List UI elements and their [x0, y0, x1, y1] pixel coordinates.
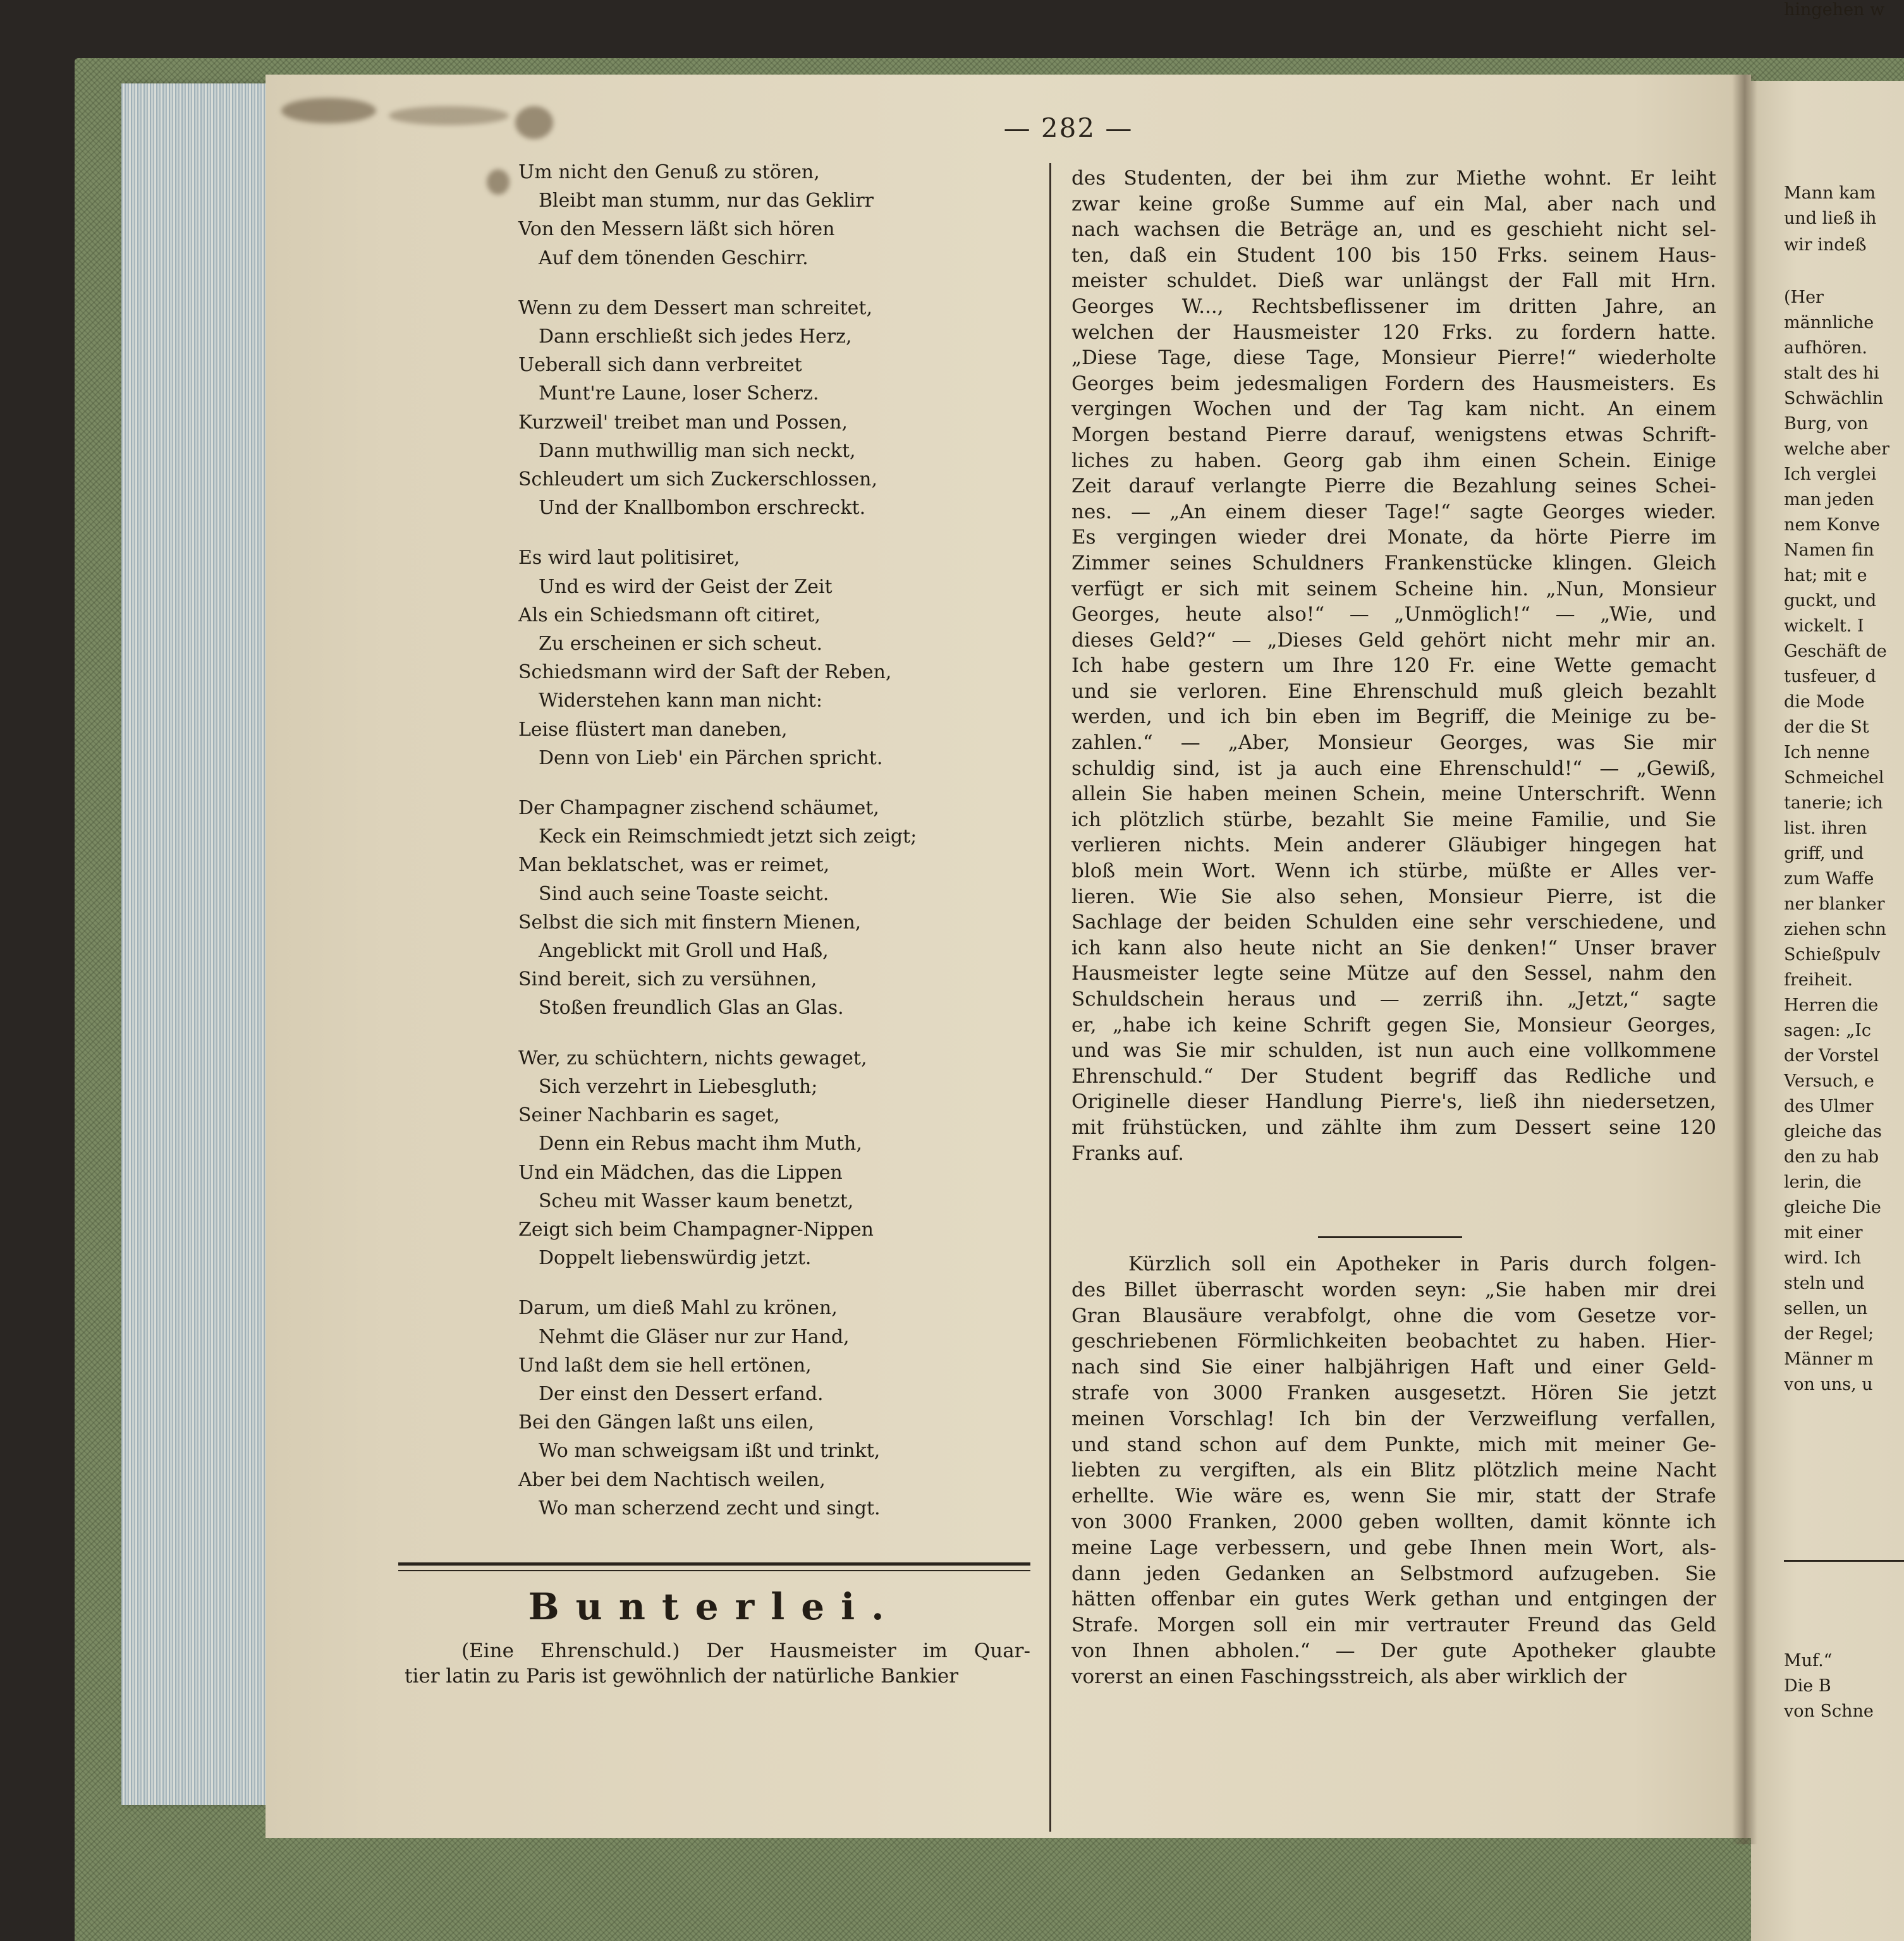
right-page-line: der Vorstel: [1784, 1046, 1879, 1066]
right-page-line: der die St: [1784, 717, 1869, 737]
right-page-line: freiheit.: [1784, 970, 1853, 990]
right-page-line: welche aber: [1784, 439, 1890, 459]
right-page-line: gleiche das: [1784, 1122, 1882, 1141]
right-page-line: ziehen schn: [1784, 920, 1886, 939]
text-line: erhellte. Wie wäre es, wenn Sie mir, statt der Strafe: [1071, 1485, 1716, 1508]
page-edges: [121, 83, 265, 1805]
text-line: und stand schon auf dem Punkte, mich mit meiner Ge-: [1071, 1433, 1716, 1456]
right-page-line: list. ihren: [1784, 818, 1867, 838]
poem-verse: Darum, um dieß Mahl zu krönen,: [518, 1297, 838, 1320]
text-line: Es vergingen wieder drei Monate, da hörte Pierre im: [1071, 526, 1716, 549]
right-page-line: Die B: [1784, 1676, 1831, 1696]
right-page-line: gleiche Die: [1784, 1198, 1881, 1217]
text-line: Morgen bestand Pierre darauf, wenigstens etwas Schrift-: [1071, 423, 1716, 446]
poem-verse: Stoßen freundlich Glas an Glas.: [539, 997, 844, 1019]
text-line: nes. — „An einem dieser Tage!“ sagte Georges wieder.: [1071, 500, 1716, 523]
text-line: verfügt er sich mit seinem Scheine hin. „Nun, Monsieur: [1071, 577, 1716, 600]
poem-verse: Es wird laut politisiret,: [518, 547, 740, 569]
text-line: (Eine Ehrenschuld.) Der Hausmeister im Quar-: [461, 1640, 1030, 1662]
text-line: Georges, heute also!“ — „Unmöglich!“ — „Wie, und: [1071, 603, 1716, 626]
poem-stanza: [518, 158, 1037, 272]
text-line: schuldig sind, ist ja auch eine Ehrenschuld!“ — „Gewiß,: [1071, 757, 1716, 780]
ink-stain: [281, 98, 376, 123]
text-line: und was Sie mir schulden, ist nun auch eine vollkommene: [1071, 1039, 1716, 1062]
text-line: liebten zu vergiften, als ein Blitz plötzlich meine Nacht: [1071, 1459, 1716, 1482]
text-line: er, „habe ich keine Schrift gegen Sie, Monsieur Georges,: [1071, 1013, 1716, 1037]
text-line: Schuldschein heraus und — zerriß ihn. „Jetzt,“ sagte: [1071, 988, 1716, 1011]
text-line: strafe von 3000 Franken ausgesetzt. Hören Sie jetzt: [1071, 1381, 1716, 1404]
page-number: — 282 —: [1003, 113, 1133, 143]
right-page-line: wird. Ich: [1784, 1248, 1862, 1268]
text-line: hätten offenbar ein gutes Werk gethan und entgingen der: [1071, 1588, 1716, 1611]
column-divider: [1049, 163, 1051, 1832]
poem-verse: Doppelt liebenswürdig jetzt.: [539, 1247, 812, 1270]
poem-verse: Schiedsmann wird der Saft der Reben,: [518, 661, 892, 684]
text-line: nach sind Sie einer halbjährigen Haft und einer Geld-: [1071, 1356, 1716, 1379]
right-page-line: guckt, und: [1784, 591, 1877, 611]
right-page-line: stalt des hi: [1784, 363, 1879, 383]
text-line: Ehrenschuld.“ Der Student begriff das Redliche und: [1071, 1064, 1716, 1088]
poem-verse: Der einst den Dessert erfand.: [539, 1382, 824, 1405]
poem: [518, 158, 1037, 1544]
poem-stanza: [518, 1044, 1037, 1273]
article-separator: [1318, 1236, 1462, 1238]
right-page-line: man jeden: [1784, 490, 1874, 509]
poem-verse: Aber bei dem Nachtisch weilen,: [518, 1468, 826, 1491]
text-line: zwar keine große Summe auf ein Mal, aber nach und: [1071, 192, 1716, 216]
text-line: meinen Vorschlag! Ich bin der Verzweiflung verfallen,: [1071, 1407, 1716, 1430]
text-line: Strafe. Morgen soll ein mir vertrauter Freund das Geld: [1071, 1614, 1716, 1637]
right-page-line: Geschäft de: [1784, 642, 1887, 661]
poem-stanza: [518, 1294, 1037, 1523]
right-page-line: Burg, von: [1784, 414, 1869, 434]
right-page-line: (Her: [1784, 288, 1824, 307]
text-line: liches zu haben. Georg gab ihm einen Schein. Einige: [1071, 449, 1716, 472]
right-page-line: wickelt. I: [1784, 616, 1864, 636]
right-page-line: aufhören.: [1784, 338, 1867, 358]
poem-verse: Ueberall sich dann verbreitet: [518, 354, 802, 377]
story-ehrenschuld-start: [405, 1638, 1030, 1689]
poem-verse: Wo man scherzend zecht und singt.: [539, 1497, 881, 1519]
right-page-line: Schmeichel: [1784, 768, 1884, 788]
poem-verse: Keck ein Reimschmiedt jetzt sich zeigt;: [539, 825, 917, 848]
right-page-line: des Ulmer: [1784, 1097, 1874, 1116]
right-page-line: steln und: [1784, 1274, 1865, 1293]
text-line: tier latin zu Paris ist gewöhnlich der natürliche Bankier: [405, 1665, 959, 1688]
right-page-line: den zu hab: [1784, 1147, 1879, 1167]
right-page-line: wir indeß: [1784, 235, 1867, 255]
ink-stain: [515, 106, 553, 139]
right-page-line: von Schne: [1784, 1701, 1874, 1721]
poem-verse: Widerstehen kann man nicht:: [539, 690, 822, 712]
text-line: Originelle dieser Handlung Pierre's, ließ ihn niedersetzen,: [1071, 1090, 1716, 1114]
text-line: meister schuldet. Dieß war unlängst der Fall mit Hrn.: [1071, 269, 1716, 293]
right-page-line: hat; mit e: [1784, 566, 1867, 585]
right-page-line: der Regel;: [1784, 1324, 1874, 1344]
text-line: und sie verloren. Eine Ehrenschuld muß gleich bezahlt: [1071, 679, 1716, 703]
poem-verse: Sich verzehrt in Liebesgluth;: [539, 1075, 818, 1098]
text-line: „Diese Tage, diese Tage, Monsieur Pierre!“ wiederholte: [1071, 346, 1716, 370]
text-line: dann jeden Gedanken an Selbstmord aufzugeben. Sie: [1071, 1562, 1716, 1585]
text-line: Sachlage der beiden Schulden eine sehr verschiedene, und: [1071, 911, 1716, 934]
text-line: Georges beim jedesmaligen Fordern des Hausmeisters. Es: [1071, 372, 1716, 395]
poem-verse: Auf dem tönenden Geschirr.: [539, 246, 809, 269]
poem-verse: Denn von Lieb' ein Pärchen spricht.: [539, 746, 883, 769]
poem-verse: Zu erscheinen er sich scheut.: [539, 633, 823, 655]
right-page-line: Mann kam: [1784, 183, 1876, 203]
right-page-line: von uns, u: [1784, 1375, 1873, 1394]
text-line: von 3000 Franken, 2000 geben wollten, damit könnte ich: [1071, 1510, 1716, 1533]
right-page-line: tusfeuer, d: [1784, 667, 1876, 686]
story-ehrenschuld-continued: [1071, 166, 1716, 1166]
text-line: Zeit darauf verlangte Pierre die Bezahlung seines Schei-: [1071, 475, 1716, 498]
text-line: allein Sie haben meinen Schein, meine Unterschrift. Wenn: [1071, 782, 1716, 806]
poem-verse: Und ein Mädchen, das die Lippen: [518, 1161, 843, 1184]
text-line: Kürzlich soll ein Apotheker in Paris durch folgen-: [1128, 1253, 1716, 1275]
text-line: geschriebenen Förmlichkeiten beobachtet zu haben. Hier-: [1071, 1330, 1716, 1353]
right-page-line: sellen, un: [1784, 1299, 1868, 1318]
poem-stanza: [518, 794, 1037, 1023]
poem-verse: Und es wird der Geist der Zeit: [539, 575, 833, 598]
right-page-line: hingehen w: [1784, 0, 1885, 20]
poem-verse: Angeblickt mit Groll und Haß,: [539, 940, 829, 963]
right-page-line: ner blanker: [1784, 894, 1885, 914]
poem-verse: Bei den Gängen laßt uns eilen,: [518, 1411, 814, 1434]
poem-verse: Und der Knallbombon erschreckt.: [539, 497, 866, 520]
text-line: werden, und ich bin eben im Begriff, die Meinige zu be-: [1071, 705, 1716, 729]
text-line: Franks auf.: [1071, 1141, 1184, 1165]
poem-verse: Man beklatschet, was er reimet,: [518, 854, 830, 877]
poem-verse: Kurzweil' treibet man und Possen,: [518, 411, 848, 434]
poem-verse: Dann muthwillig man sich neckt,: [539, 439, 856, 462]
text-line: dieses Geld?“ — „Dieses Geld gehört nicht mehr mir an.: [1071, 628, 1716, 652]
text-line: welchen der Hausmeister 120 Frks. zu fordern hatte.: [1071, 320, 1716, 344]
right-page-line: Männer m: [1784, 1349, 1874, 1369]
ink-stain: [487, 169, 510, 195]
poem-verse: Wo man schweigsam ißt und trinkt,: [539, 1440, 881, 1463]
text-line: Georges W..., Rechtsbeflissener im dritten Jahre, an: [1071, 295, 1716, 318]
right-page-line: die Mode: [1784, 692, 1865, 712]
text-line: vergingen Wochen und der Tag kam nicht. An einem: [1071, 398, 1716, 421]
poem-stanza: [518, 544, 1037, 772]
right-page-line: Muf.“: [1784, 1651, 1833, 1670]
poem-verse: Schleudert um sich Zuckerschlossen,: [518, 468, 878, 491]
poem-verse: Und laßt dem sie hell ertönen,: [518, 1354, 812, 1377]
story-apotheker: [1071, 1251, 1716, 1690]
poem-verse: Sind auch seine Toaste seicht.: [539, 882, 829, 905]
poem-verse: Scheu mit Wasser kaum benetzt,: [539, 1190, 854, 1212]
poem-verse: Denn ein Rebus macht ihm Muth,: [539, 1133, 862, 1155]
poem-verse: Dann erschließt sich jedes Herz,: [539, 326, 852, 348]
poem-verse: Der Champagner zischend schäumet,: [518, 797, 879, 820]
poem-verse: Leise flüstert man daneben,: [518, 718, 788, 741]
text-line: ich kann also heute nicht an Sie denken!“ Unser braver: [1071, 936, 1716, 959]
text-line: nach wachsen die Beträge an, und es geschieht nicht sel-: [1071, 218, 1716, 241]
poem-verse: Wenn zu dem Dessert man schreitet,: [518, 296, 873, 319]
text-line: ich plötzlich stürbe, bezahlt Sie meine Familie, und Sie: [1071, 808, 1716, 831]
ink-stain: [389, 106, 509, 125]
text-line: vorerst an einen Faschingsstreich, als aber wirklich der: [1071, 1665, 1626, 1688]
poem-verse: Munt're Laune, loser Scherz.: [539, 382, 819, 405]
poem-verse: Nehmt die Gläser nur zur Hand,: [539, 1325, 850, 1348]
section-divider: [398, 1562, 1030, 1571]
right-page-line: Ich nenne: [1784, 743, 1870, 762]
poem-stanza: [518, 294, 1037, 523]
right-page-line: Namen fin: [1784, 540, 1874, 560]
text-line: bloß mein Wort. Wenn ich stürbe, müßte er Alles ver-: [1071, 860, 1716, 883]
text-line: ten, daß ein Student 100 bis 150 Frks. seinem Haus-: [1071, 243, 1716, 267]
right-page-line: Herren die: [1784, 995, 1879, 1015]
right-page-line: männliche: [1784, 313, 1874, 332]
right-page-line: Versuch, e: [1784, 1071, 1874, 1091]
right-page-line: mit einer: [1784, 1223, 1863, 1243]
text-line: Gran Blausäure verabfolgt, ohne die vom Gesetze vor-: [1071, 1304, 1716, 1327]
text-line: Hausmeister legte seine Mütze auf den Sessel, nahm den: [1071, 962, 1716, 985]
right-page-line: sagen: „Ic: [1784, 1021, 1872, 1040]
poem-verse: Wer, zu schüchtern, nichts gewaget,: [518, 1047, 867, 1069]
section-title: Bunterlei.: [528, 1585, 901, 1628]
poem-verse: Zeigt sich beim Champagner-Nippen: [518, 1218, 874, 1241]
text-line: des Billet überrascht worden seyn: „Sie haben mir drei: [1071, 1278, 1716, 1301]
right-page-line: tanerie; ich: [1784, 793, 1883, 813]
text-line: zahlen.“ — „Aber, Monsieur Georges, was Sie mir: [1071, 731, 1716, 755]
poem-verse: Seiner Nachbarin es saget,: [518, 1104, 780, 1127]
text-line: lieren. Wie Sie also sehen, Monsieur Pierre, ist die: [1071, 885, 1716, 908]
poem-verse: Als ein Schiedsmann oft citiret,: [518, 604, 821, 626]
poem-verse: Selbst die sich mit finstern Mienen,: [518, 911, 862, 934]
book-gutter: [1732, 75, 1757, 1844]
right-page-line: lerin, die: [1784, 1172, 1862, 1192]
right-page-line: Schwächlin: [1784, 389, 1884, 408]
text-line: mit frühstücken, und zählte ihm zum Dessert seine 120: [1071, 1116, 1716, 1139]
text-line: Zimmer seines Schuldners Frankenstücke klingen. Gleich: [1071, 551, 1716, 575]
poem-verse: Von den Messern läßt sich hören: [518, 218, 835, 241]
right-page-line: zum Waffe: [1784, 869, 1874, 889]
right-page-line: Schießpulv: [1784, 945, 1881, 964]
text-line: des Studenten, der bei ihm zur Miethe wohnt. Er leiht: [1071, 167, 1716, 190]
text-line: von Ihnen abholen.“ — Der gute Apotheker glaubte: [1071, 1639, 1716, 1662]
right-page-line: nem Konve: [1784, 515, 1880, 535]
right-page-line: und ließ ih: [1784, 209, 1877, 228]
right-page-rule: [1784, 1560, 1904, 1562]
poem-verse: Um nicht den Genuß zu stören,: [518, 161, 820, 183]
text-line: Ich habe gestern um Ihre 120 Fr. eine Wette gemacht: [1071, 654, 1716, 678]
poem-verse: Bleibt man stumm, nur das Geklirr: [539, 190, 874, 212]
poem-verse: Sind bereit, sich zu versühnen,: [518, 968, 817, 991]
text-line: verlieren nichts. Mein anderer Gläubiger hingegen hat: [1071, 834, 1716, 857]
right-page-line: Ich verglei: [1784, 465, 1877, 484]
right-page-line: griff, und: [1784, 844, 1864, 863]
text-line: meine Lage verbessern, und gebe Ihnen mein Wort, als-: [1071, 1536, 1716, 1559]
